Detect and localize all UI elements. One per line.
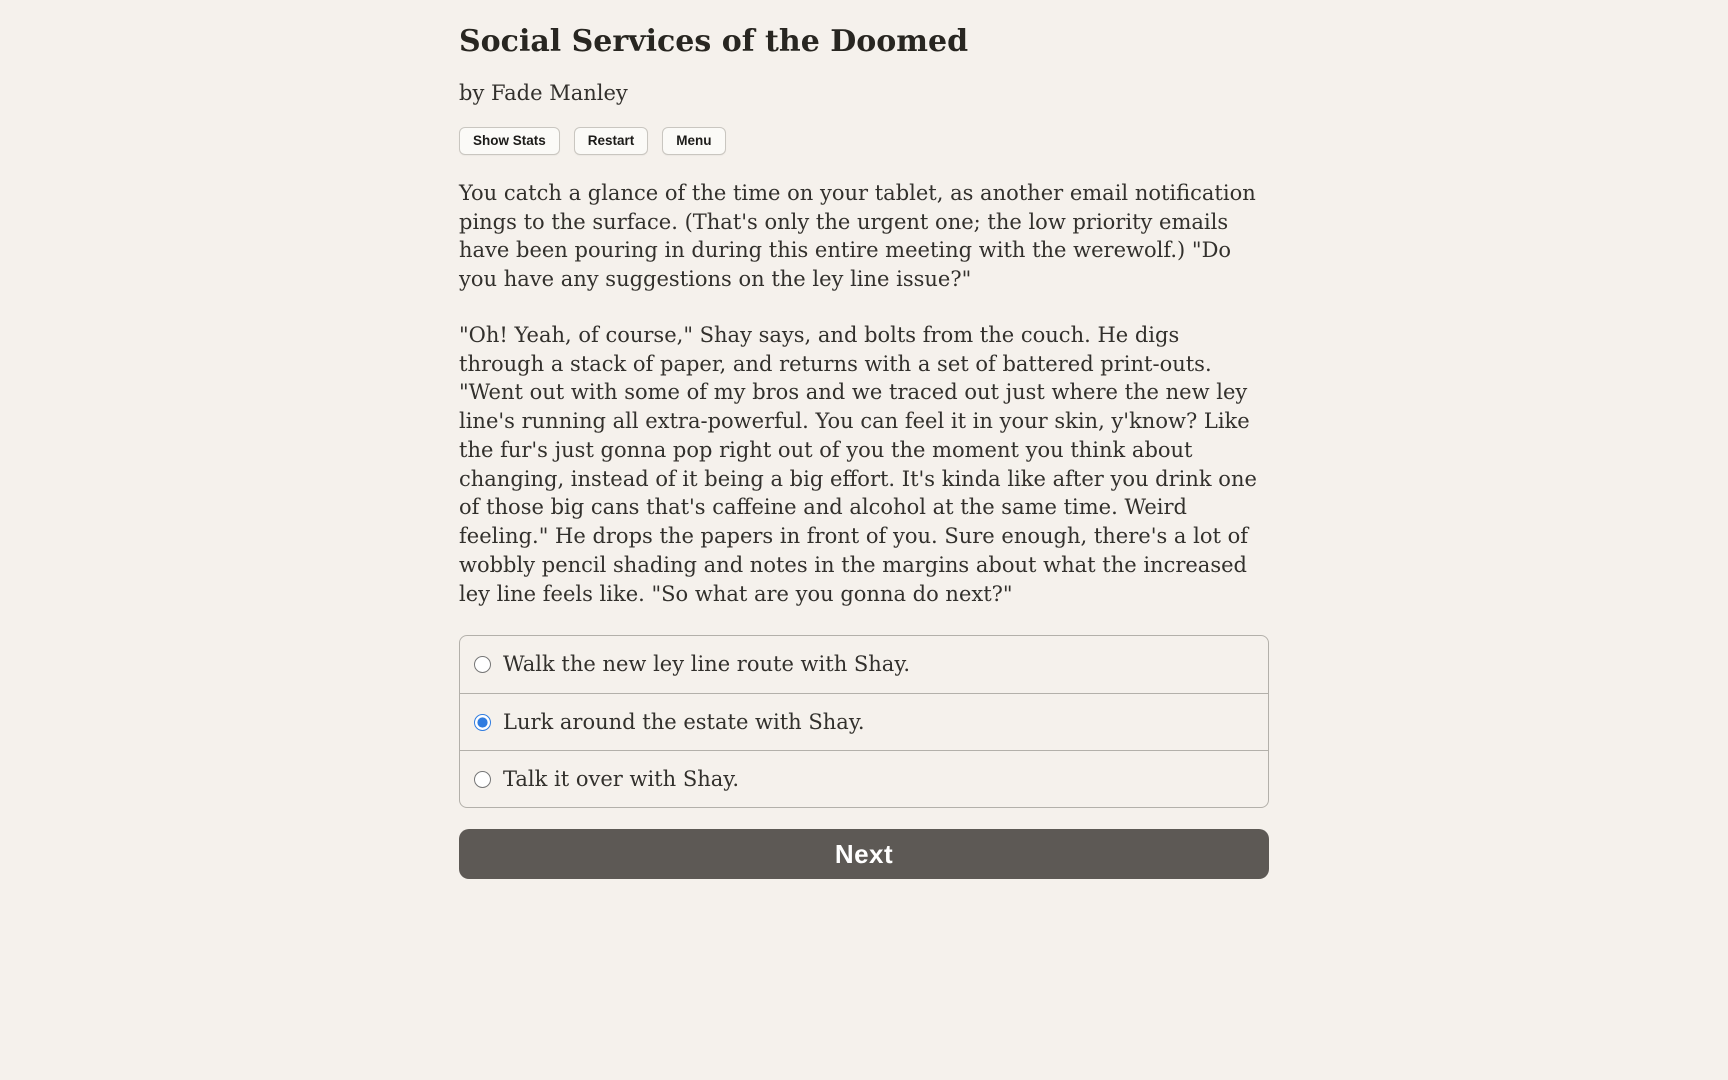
choice-list: [459, 635, 1269, 808]
restart-button[interactable]: Restart: [574, 127, 649, 155]
choice-option-talk[interactable]: [460, 750, 1268, 807]
page-title: Social Services of the Doomed: [459, 24, 969, 59]
toolbar: [459, 127, 1269, 155]
choice-label: Lurk around the estate with Shay.: [503, 709, 865, 734]
choice-label: Walk the new ley line route with Shay.: [503, 652, 911, 677]
story-paragraph: "Oh! Yeah, of course," Shay says, and bolts from the couch. He digs through a stack of paper, and returns with a set of battered print-outs. "Went out with some of my bros and we traced out just where the new ley line's running all extra-powerful. You can feel it in your skin, y'know? Like the fur's just gonna pop right out of you the moment you think about changing, instead of it being a big effort. It's kinda like after you drink one of those big cans that's caffeine and alcohol at the same time. Weird feeling." He drops the papers in front of you. Sure enough, there's a lot of wobbly pencil shading and notes in the margins about what the increased ley line feels like. "So what are you gonna do next?": [459, 322, 1257, 606]
story-paragraph: You catch a glance of the time on your tablet, as another email notification pings to the surface. (That's only the urgent one; the low priority emails have been pouring in during this entire meeting with the werewolf.) "Do you have any suggestions on the ley line issue?": [459, 180, 1256, 292]
choice-radio-2[interactable]: [474, 771, 491, 788]
show-stats-button[interactable]: Show Stats: [459, 127, 560, 155]
choice-radio-0[interactable]: [474, 656, 491, 673]
choice-option-lurk[interactable]: [460, 693, 1268, 750]
choice-label: Talk it over with Shay.: [503, 766, 740, 791]
author-byline: by Fade Manley: [459, 81, 628, 105]
menu-button[interactable]: Menu: [662, 127, 725, 155]
choice-option-walk[interactable]: [460, 636, 1268, 693]
game-content: [459, 0, 1269, 879]
next-button[interactable]: Next: [459, 829, 1269, 879]
choice-radio-1[interactable]: [474, 714, 491, 731]
story-text: [459, 179, 1269, 609]
